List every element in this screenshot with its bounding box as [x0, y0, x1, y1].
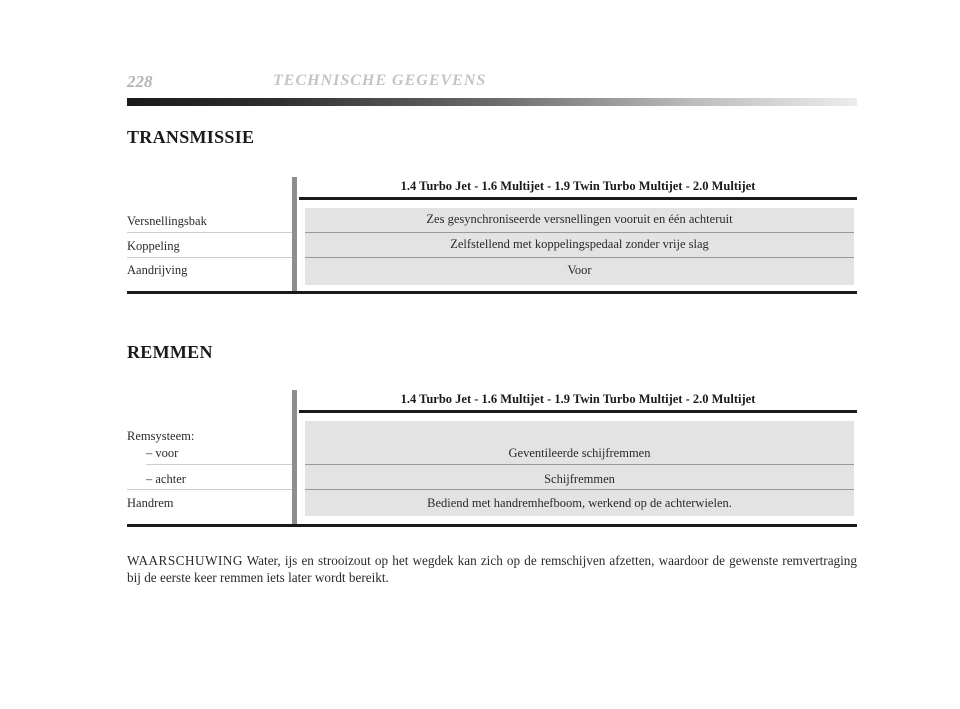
table-bottom-rule: [127, 291, 857, 294]
row-label: Handrem: [127, 496, 174, 510]
row-value: Geventileerde schijfremmen: [508, 446, 651, 460]
row-value: Bediend met handremhefboom, werkend op de achterwielen.: [427, 496, 732, 510]
running-title: TECHNISCHE GEGEVENS: [273, 72, 487, 89]
header-rule-line: [299, 197, 857, 200]
column-rule: [292, 177, 297, 292]
page-header: [127, 72, 857, 94]
section-title-brakes: REMMEN: [127, 342, 213, 362]
header-rule-line: [299, 410, 857, 413]
section-title-transmission: TRANSMISSIE: [127, 127, 255, 147]
row-value: Zelfstellend met koppelingspedaal zonder vrije slag: [450, 237, 709, 251]
row-divider: [305, 464, 854, 465]
row-divider: [127, 232, 292, 233]
row-divider: [146, 464, 292, 465]
warning-text: Water, ijs en strooizout op het wegdek kan zich op de remschijven afzetten, waardoor de gewenste remvertraging bij de eerste keer remmen iets later wordt bereikt.: [127, 553, 857, 585]
row-label: Versnellingsbak: [127, 214, 207, 228]
row-label: Remsysteem:: [127, 429, 195, 443]
row-divider: [305, 232, 854, 233]
row-value: Voor: [567, 263, 592, 277]
header-rule: [127, 98, 857, 106]
brakes-table: [127, 390, 857, 530]
warning-label: WAARSCHUWING: [127, 553, 243, 568]
table-bottom-rule: [127, 524, 857, 527]
row-divider: [305, 257, 854, 258]
transmission-table: [127, 177, 857, 297]
page-number: 228: [127, 72, 153, 91]
row-value: Schijfremmen: [544, 472, 615, 486]
row-label: Koppeling: [127, 239, 180, 253]
row-divider: [127, 257, 292, 258]
row-divider: [305, 489, 854, 490]
column-header: 1.4 Turbo Jet - 1.6 Multijet - 1.9 Twin Turbo Multijet - 2.0 Multijet: [400, 392, 756, 406]
warning-paragraph: [127, 553, 857, 586]
row-label: Aandrijving: [127, 263, 188, 277]
row-value: Zes gesynchroniseerde versnellingen vooruit en één achteruit: [426, 212, 733, 226]
row-divider: [127, 489, 292, 490]
column-header: 1.4 Turbo Jet - 1.6 Multijet - 1.9 Twin Turbo Multijet - 2.0 Multijet: [400, 179, 756, 193]
row-label: – voor: [146, 446, 179, 460]
column-rule: [292, 390, 297, 525]
row-label: – achter: [146, 472, 186, 486]
